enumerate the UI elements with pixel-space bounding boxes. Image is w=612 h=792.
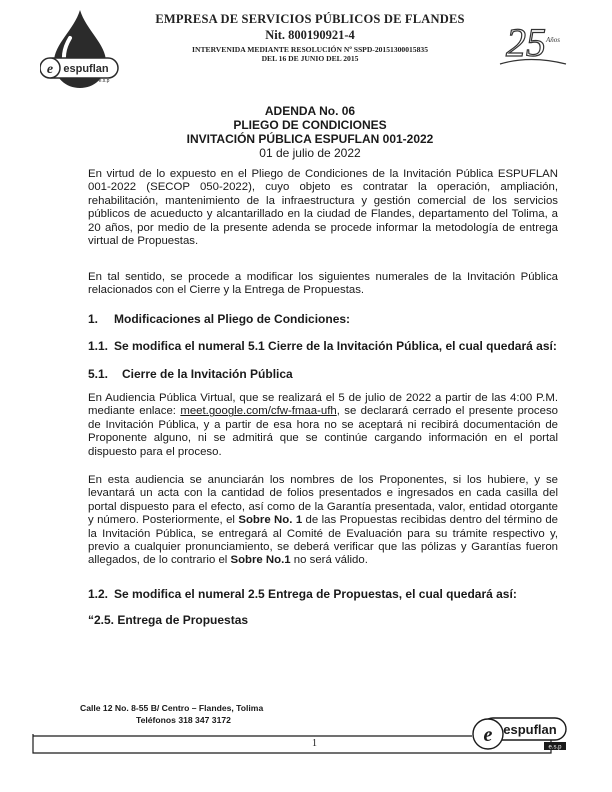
document-type: PLIEGO DE CONDICIONES — [233, 118, 387, 132]
anniversary-word: Años — [546, 36, 560, 44]
paragraph-closing — [88, 392, 558, 459]
company-name: EMPRESA DE SERVICIOS PÚBLICOS DE FLANDES — [155, 12, 465, 26]
company-nit: Nit. 800190921-4 — [265, 28, 355, 42]
numeral-heading-2: “2.5. Entrega de Propuestas — [88, 613, 249, 627]
intervention-date: DEL 16 DE JUNIO DEL 2015 — [261, 54, 359, 63]
subsection-title: Se modifica el numeral 5.1 Cierre de la Invitación Pública, el cual quedará así: — [114, 339, 557, 353]
anniversary-logo — [496, 14, 568, 72]
footer-contact — [80, 702, 263, 726]
section-number: 1. — [88, 312, 99, 326]
audience-text-c: no será válido. — [290, 554, 368, 567]
meeting-link[interactable]: meet.google.com/cfw-fmaa-ufh — [180, 405, 337, 418]
closing-text-b: , se declarará cerrado el presente proceso de Invitación Pública, y a partir de esa hora no se aceptará ni recibirá documentación de Proponente alguno, ni se admitirá que se continúe cargando información en el portal dispuesto para el proceso. — [88, 405, 558, 458]
letterhead — [140, 12, 480, 63]
audience-text-b: de las Propuestas recibidas dentro del término de la Invitación Pública, se entregará al Comité de Evaluación para su trámite respectivo y, previo a cualquier pronunciamiento, se deberá verificar que las pólizas y Garantías fueron allegados, de lo contrario el — [88, 514, 558, 567]
sobre-1-bold: Sobre No. 1 — [238, 514, 303, 527]
footer-logo-suffix: e.s.p — [548, 744, 562, 751]
section-title: Modificaciones al Pliego de Condiciones: — [114, 312, 351, 326]
footer-espuflan-logo — [472, 712, 570, 754]
logo-text: espuflan — [63, 63, 109, 75]
addendum-number: ADENDA No. 06 — [264, 104, 356, 118]
footer-phone: Teléfonos 318 347 3172 — [136, 715, 231, 725]
audience-text-a: En esta audiencia se anunciarán los nombres de los Proponentes, si los hubiere, y se levantará un acta con la cantidad de folios presentados e ingresados en cada casilla del portal dispuesto para el efecto, así como de la Garantía presentada, valor, entidad otorgante y número. Posteriormente, el — [88, 474, 558, 527]
subsection-heading — [88, 340, 558, 353]
espuflan-drop-logo — [40, 8, 120, 90]
subsection-number: 1.1. — [88, 339, 109, 353]
paragraph-audience — [88, 474, 558, 568]
closing-text-a: En Audiencia Pública Virtual, que se realizará el 5 de julio de 2022 a partir de las 4:00 P.M. mediante enlace: — [88, 392, 558, 418]
footer-logo-text: espuflan — [503, 722, 557, 737]
anniversary-number: 25 — [506, 20, 546, 65]
svg-text:e: e — [483, 724, 493, 746]
svg-text:e: e — [46, 62, 54, 77]
numeral-number: 5.1. — [88, 367, 109, 381]
document-date: 01 de julio de 2022 — [259, 146, 361, 160]
section-heading — [88, 313, 558, 326]
invitation-name: INVITACIÓN PÚBLICA ESPUFLAN 001-2022 — [186, 132, 434, 146]
subsection-number-2: 1.2. — [88, 587, 109, 601]
numeral-title: Cierre de la Invitación Pública — [122, 367, 293, 381]
page-number: 1 — [312, 738, 317, 749]
sobre-1-bold-2: Sobre No.1 — [230, 554, 291, 567]
intervention-resolution: INTERVENIDA MEDIANTE RESOLUCIÓN Nº SSPD-20151300015835 — [192, 45, 428, 54]
document-title — [90, 104, 530, 160]
logo-suffix: e.s.p — [98, 78, 110, 84]
subsection-heading-2 — [88, 588, 558, 601]
numeral-heading — [88, 368, 558, 381]
footer-address: Calle 12 No. 8-55 B/ Centro – Flandes, Tolima — [80, 703, 264, 713]
paragraph-intro: En virtud de lo expuesto en el Pliego de Condiciones de la Invitación Pública ESPUFLAN 001-2022 (SECOP 050-2022), cuyo objeto es contratar la operación, ampliación, rehabilitación, mantenimiento de la infraestructura y gestión comercial de los servicios públicos de acueducto y alcantarillado en la ciudad de Flandes, departamento del Tolima, a 20 años, por medio de la presente adenda se procede informar la metodología de entrega virtual de Propuestas. — [88, 168, 558, 248]
paragraph-scope: En tal sentido, se procede a modificar los siguientes numerales de la Invitación Pública relacionados con el Cierre y la Entrega de Propuestas. — [88, 271, 558, 297]
subsection-title-2: Se modifica el numeral 2.5 Entrega de Propuestas, el cual quedará así: — [114, 587, 517, 601]
